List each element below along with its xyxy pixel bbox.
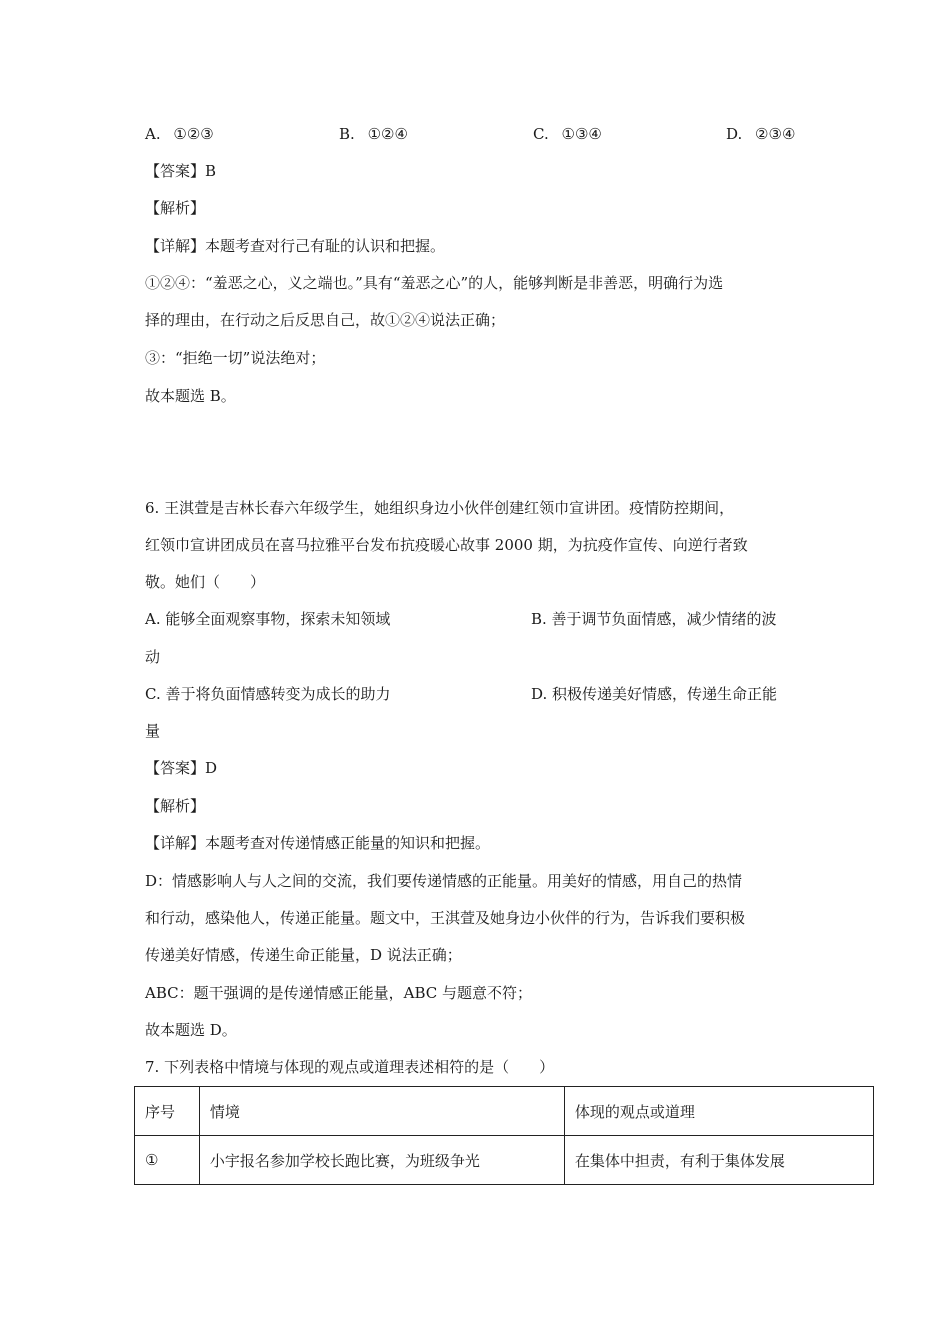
q6-stem-line: 敬。她们（ ） (145, 573, 266, 591)
q5-explanation-line: ③：“拒绝一切”说法绝对； (145, 349, 326, 367)
q6-option-a: A. 能够全面观察事物，探索未知领域 (145, 610, 391, 628)
q6-analysis-heading: 【解析】 (145, 797, 206, 815)
table-header-cell: 序号 (135, 1087, 200, 1136)
q6-option-b-continued: 动 (145, 648, 161, 666)
q5-option-d (726, 124, 795, 144)
q6-stem-line: 6. 王淇萱是吉林长春六年级学生，她组织身边小伙伴创建红领巾宣讲团。疫情防控期间， (145, 499, 735, 517)
q6-explanation-line: 和行动，感染他人，传递正能量。题文中，王淇萱及她身边小伙伴的行为，告诉我们要积极 (145, 909, 746, 927)
table-row (135, 1136, 874, 1185)
q6-explanation-line: 传递美好情感，传递生命正能量，D 说法正确； (145, 946, 462, 964)
q5-option-c (533, 124, 602, 144)
q6-option-d: D. 积极传递美好情感，传递生命正能 (531, 685, 778, 703)
q6-option-d-continued: 量 (145, 722, 161, 740)
q6-detail: 【详解】本题考查对传递情感正能量的知识和把握。 (145, 834, 491, 852)
option-label: B. (339, 125, 355, 143)
q6-option-b: B. 善于调节负面情感，减少情绪的波 (531, 610, 777, 628)
q5-answer: 【答案】B (145, 162, 217, 180)
table-cell: 小宇报名参加学校长跑比赛，为班级争光 (199, 1136, 564, 1185)
option-label: D. (726, 125, 743, 143)
q5-option-a (145, 124, 214, 144)
table-header-cell: 情境 (199, 1087, 564, 1136)
q5-explanation-line: ①②④：“羞恶之心，义之端也。”具有“羞恶之心”的人，能够判断是非善恶，明确行为选 (145, 274, 724, 292)
q6-explanation-line: ABC：题干强调的是传递情感正能量，ABC 与题意不符； (145, 984, 532, 1002)
q5-analysis-heading: 【解析】 (145, 199, 206, 217)
q6-explanation-line: D：情感影响人与人之间的交流，我们要传递情感的正能量。用美好的情感，用自己的热情 (145, 872, 743, 890)
option-text: ①②④ (367, 125, 408, 143)
q5-explanation-line: 择的理由，在行动之后反思自己，故①②④说法正确； (145, 311, 506, 329)
q5-option-b (339, 124, 408, 144)
option-label: A. (145, 125, 161, 143)
table-header-cell: 体现的观点或道理 (564, 1087, 873, 1136)
table-cell: 在集体中担责，有利于集体发展 (564, 1136, 873, 1185)
q7-stem: 7. 下列表格中情境与体现的观点或道理表述相符的是（ ） (145, 1058, 555, 1076)
table-header-row (135, 1087, 874, 1136)
q6-conclusion: 故本题选 D。 (145, 1021, 237, 1039)
option-text: ①②③ (173, 125, 214, 143)
q6-stem-line: 红领巾宣讲团成员在喜马拉雅平台发布抗疫暖心故事 2000 期，为抗疫作宣传、向逆行者致 (145, 536, 748, 554)
q6-answer: 【答案】D (145, 759, 218, 777)
q5-conclusion: 故本题选 B。 (145, 387, 236, 405)
q5-detail: 【详解】本题考查对行己有耻的认识和把握。 (145, 237, 446, 255)
option-text: ②③④ (755, 125, 796, 143)
q7-table (134, 1086, 874, 1185)
option-label: C. (533, 125, 549, 143)
q6-option-c: C. 善于将负面情感转变为成长的助力 (145, 685, 391, 703)
option-text: ①③④ (561, 125, 602, 143)
table-cell: ① (135, 1136, 200, 1185)
